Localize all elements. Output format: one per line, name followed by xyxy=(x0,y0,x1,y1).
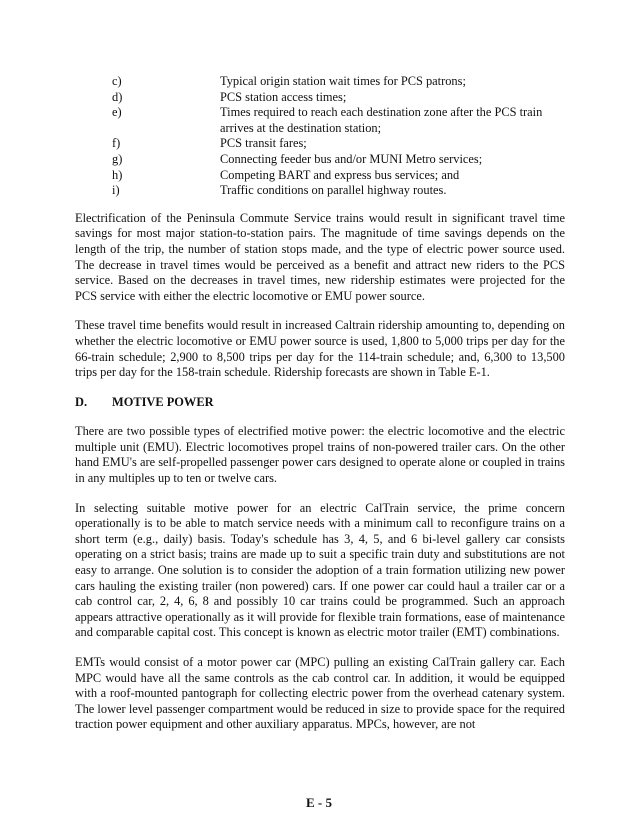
page-number: E - 5 xyxy=(306,795,332,810)
section-heading xyxy=(75,395,565,411)
list-item: c) Typical origin station wait times for PCS patrons; xyxy=(112,74,466,88)
paragraph-motive-power-types: There are two possible types of electrified motive power: the electric locomotive and the electric multiple unit (EMU). Electric locomotives propel trains of non-powered trailer cars. On the other hand EMU's are self-propelled passenger power cars designed to operate alone or coupled in trains in any multiples up to ten or twelve cars. xyxy=(75,424,565,486)
list-item: f) PCS transit fares; xyxy=(112,136,307,151)
list-item: g) Connecting feeder bus and/or MUNI Metro services; xyxy=(112,151,483,166)
paragraph-electrification: Electrification of the Peninsula Commute Service trains would result in significant travel time savings for most major station-to-station pairs. The magnitude of time savings depends on the length of the trip, the number of station stops made, and the type of electric power source used. The decrease in travel times would be perceived as a benefit and attract new riders to the PCS service. Based on the decreases in travel times, new ridership estimates were projected for the PCS service with either the electric locomotive or EMU power source. xyxy=(75,210,565,303)
list-item: i) Traffic conditions on parallel highway routes. xyxy=(112,183,447,198)
paragraph-ridership: These travel time benefits would result in increased Caltrain ridership amounting to, depending on whether the electric locomotive or EMU power source is used, 1,800 to 5,000 trips per day for the 66-train schedule; 2,900 to 8,500 trips per day for the 114-train schedule; and, 6,300 to 13,500 trips per day for the 158-train schedule. Ridership forecasts are shown in Table E-1. xyxy=(75,318,565,380)
paragraph-selection: In selecting suitable motive power for an electric CalTrain service, the prime concern operationally is to be able to match service needs with a minimum call to reconfigure trains on a short term (e.g., daily) basis. Today's schedule has 3, 4, 5, and 6 bi-level gallery car consists operating on a strict basis; trains are made up to suit a specific train duty and substitutions are not easy to arrange. One solution is to consider the adoption of a train formation utilizing new power cars hauling the existing trailer (non powered) cars. If one power car could haul a trailer car or a cab control car, 2, 4, 6, 8 and possibly 10 car trains could be programmed. Such an approach appears attractive operationally as it will provide for flexible train formations, ease of maintenance and comparable capital cost. This concept is known as electric motor trailer (EMT) combinations. xyxy=(75,500,565,640)
paragraph-emt: EMTs would consist of a motor power car (MPC) pulling an existing CalTrain gallery car. Each MPC would have all the same controls as the cab control car. In addition, it would be equipped with a roof-mounted pantograph for collecting electric power from the overhead catenary system. The lower level passenger compartment would be reduced in size to provide space for the required traction power equipment and other auxiliary apparatus. MPCs, however, are not xyxy=(75,655,565,732)
list-item: d) PCS station access times; xyxy=(112,89,347,104)
section-letter: D. xyxy=(75,394,88,409)
document-page xyxy=(75,74,565,747)
list-item: h) Competing BART and express bus services; and xyxy=(112,167,460,182)
section-title: MOTIVE POWER xyxy=(112,394,214,409)
factor-list xyxy=(75,74,565,199)
list-item: e) Times required to reach each destination zone after the PCS train arrives at the destination station; xyxy=(112,105,543,135)
